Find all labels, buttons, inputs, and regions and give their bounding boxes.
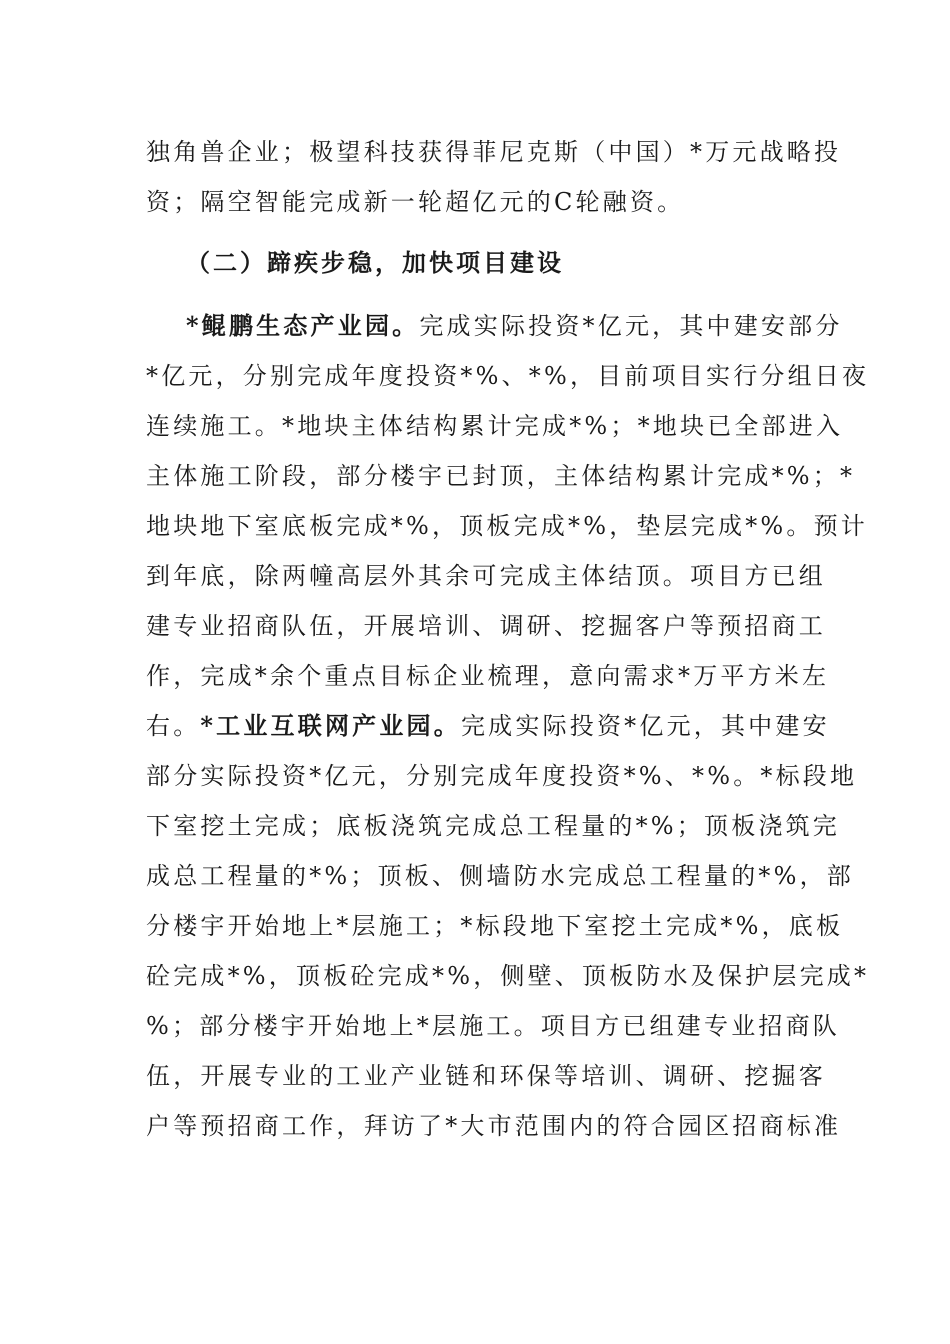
text-line: 砼完成*%，顶板砼完成*%，侧壁、顶板防水及保护层完成* [146,962,870,990]
text-span: 完成实际投资*亿元，其中建安部分 [419,312,843,340]
text-line: 下室挖土完成；底板浇筑完成总工程量的*%；顶板浇筑完 [146,812,841,840]
text-line: 户等预招商工作，拜访了*大市范围内的符合园区招商标准 [146,1112,842,1140]
project-title: *工业互联网产业园。 [200,711,461,740]
text-line [146,709,830,743]
text-span: 完成实际投资*亿元，其中建安 [460,712,830,740]
text-line: 作，完成*余个重点目标企业梳理，意向需求*万平方米左 [146,662,830,690]
text-line: 资；隔空智能完成新一轮超亿元的C轮融资。 [146,188,685,216]
text-line: 主体施工阶段，部分楼宇已封顶，主体结构累计完成*%；* [146,462,856,490]
section-heading: （二）蹄疾步稳，加快项目建设 [186,249,564,277]
text-line: 伍，开展专业的工业产业链和环保等培训、调研、挖掘客 [146,1062,826,1090]
text-span: 右。 [146,712,201,740]
project-title: *鲲鹏生态产业园。 [186,311,420,340]
text-line: 独角兽企业；极望科技获得菲尼克斯（中国）*万元战略投 [146,138,842,166]
text-line: 地块地下室底板完成*%，顶板完成*%，垫层完成*%。预计 [146,512,869,540]
text-line: 到年底，除两幢高层外其余可完成主体结顶。项目方已组 [146,562,826,590]
text-line: 分楼宇开始地上*层施工；*标段地下室挖土完成*%，底板 [146,912,844,940]
text-line: 连续施工。*地块主体结构累计完成*%；*地块已全部进入 [146,412,844,440]
text-line: 建专业招商队伍，开展培训、调研、挖掘客户等预招商工 [146,612,826,640]
text-line: *亿元，分别完成年度投资*%、*%，目前项目实行分组日夜 [146,362,870,390]
text-line [186,309,843,343]
text-line: 成总工程量的*%；顶板、侧墙防水完成总工程量的*%，部 [146,862,855,890]
text-line: 部分实际投资*亿元，分别完成年度投资*%、*%。*标段地 [146,762,858,790]
text-line: %；部分楼宇开始地上*层施工。项目方已组建专业招商队 [146,1012,841,1040]
